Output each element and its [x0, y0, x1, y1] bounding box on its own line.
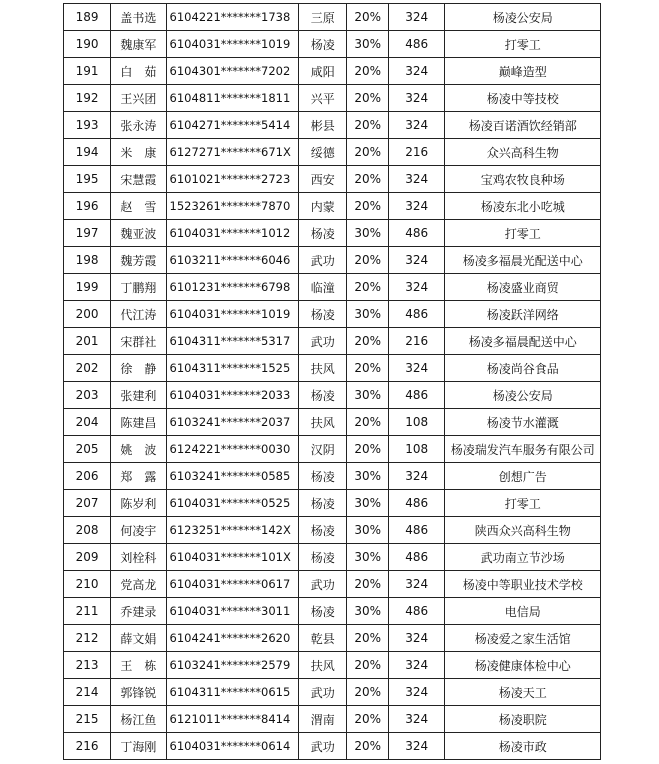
- table-row: [64, 652, 601, 679]
- percentage-cell: 20%: [347, 112, 388, 139]
- percentage-cell: 30%: [347, 382, 388, 409]
- name-cell: 郭锋锐: [111, 679, 166, 706]
- amount-cell: 324: [388, 463, 444, 490]
- table-row: [64, 166, 601, 193]
- row-number-cell: 190: [64, 31, 111, 58]
- name-cell: 郑 露: [111, 463, 166, 490]
- id-number-cell: 6104031*******101X: [166, 544, 299, 571]
- name-cell: 魏康军: [111, 31, 166, 58]
- percentage-cell: 20%: [347, 247, 388, 274]
- name-cell: 陈建昌: [111, 409, 166, 436]
- name-cell: 王兴团: [111, 85, 166, 112]
- employer-cell: 杨凌百诺酒饮经销部: [445, 112, 601, 139]
- id-number-cell: 6104241*******2620: [166, 625, 299, 652]
- name-cell: 徐 静: [111, 355, 166, 382]
- employer-cell: 陕西众兴高科生物: [445, 517, 601, 544]
- percentage-cell: 30%: [347, 598, 388, 625]
- row-number-cell: 214: [64, 679, 111, 706]
- table-row: [64, 220, 601, 247]
- origin-cell: 渭南: [299, 706, 347, 733]
- row-number-cell: 195: [64, 166, 111, 193]
- percentage-cell: 20%: [347, 355, 388, 382]
- table-row: [64, 706, 601, 733]
- row-number-cell: 193: [64, 112, 111, 139]
- row-number-cell: 191: [64, 58, 111, 85]
- row-number-cell: 192: [64, 85, 111, 112]
- percentage-cell: 20%: [347, 328, 388, 355]
- name-cell: 白 茹: [111, 58, 166, 85]
- employer-cell: 打零工: [445, 220, 601, 247]
- origin-cell: 西安: [299, 166, 347, 193]
- name-cell: 宋慧霞: [111, 166, 166, 193]
- employer-cell: 电信局: [445, 598, 601, 625]
- id-number-cell: 6104031*******1012: [166, 220, 299, 247]
- table-row: [64, 355, 601, 382]
- table-row: [64, 382, 601, 409]
- table-row: [64, 301, 601, 328]
- table-row: [64, 85, 601, 112]
- row-number-cell: 213: [64, 652, 111, 679]
- origin-cell: 乾县: [299, 625, 347, 652]
- employer-cell: 杨凌跃洋网络: [445, 301, 601, 328]
- amount-cell: 324: [388, 58, 444, 85]
- id-number-cell: 6103211*******6046: [166, 247, 299, 274]
- percentage-cell: 20%: [347, 166, 388, 193]
- employer-cell: 宝鸡农牧良种场: [445, 166, 601, 193]
- id-number-cell: 6101231*******6798: [166, 274, 299, 301]
- origin-cell: 彬县: [299, 112, 347, 139]
- row-number-cell: 194: [64, 139, 111, 166]
- origin-cell: 杨凌: [299, 301, 347, 328]
- id-number-cell: 6104031*******0614: [166, 733, 299, 760]
- table-row: [64, 409, 601, 436]
- table-row: [64, 436, 601, 463]
- origin-cell: 杨凌: [299, 517, 347, 544]
- amount-cell: 108: [388, 409, 444, 436]
- id-number-cell: 6104311*******1525: [166, 355, 299, 382]
- name-cell: 何凌宇: [111, 517, 166, 544]
- name-cell: 赵 雪: [111, 193, 166, 220]
- percentage-cell: 20%: [347, 733, 388, 760]
- employer-cell: 杨凌公安局: [445, 4, 601, 31]
- amount-cell: 324: [388, 247, 444, 274]
- percentage-cell: 30%: [347, 517, 388, 544]
- origin-cell: 扶风: [299, 409, 347, 436]
- name-cell: 姚 波: [111, 436, 166, 463]
- row-number-cell: 202: [64, 355, 111, 382]
- id-number-cell: 6124221*******0030: [166, 436, 299, 463]
- amount-cell: 486: [388, 490, 444, 517]
- percentage-cell: 20%: [347, 436, 388, 463]
- amount-cell: 324: [388, 679, 444, 706]
- employer-cell: 打零工: [445, 490, 601, 517]
- percentage-cell: 30%: [347, 463, 388, 490]
- id-number-cell: 6104311*******0615: [166, 679, 299, 706]
- amount-cell: 324: [388, 706, 444, 733]
- id-number-cell: 6101021*******2723: [166, 166, 299, 193]
- row-number-cell: 189: [64, 4, 111, 31]
- amount-cell: 486: [388, 517, 444, 544]
- id-number-cell: 6103241*******2579: [166, 652, 299, 679]
- origin-cell: 三原: [299, 4, 347, 31]
- id-number-cell: 6104031*******1019: [166, 31, 299, 58]
- amount-cell: 324: [388, 193, 444, 220]
- employer-cell: 杨凌多福晨光配送中心: [445, 247, 601, 274]
- row-number-cell: 200: [64, 301, 111, 328]
- row-number-cell: 204: [64, 409, 111, 436]
- name-cell: 乔建录: [111, 598, 166, 625]
- amount-cell: 324: [388, 274, 444, 301]
- amount-cell: 324: [388, 85, 444, 112]
- percentage-cell: 20%: [347, 274, 388, 301]
- percentage-cell: 20%: [347, 58, 388, 85]
- id-number-cell: 6127271*******671X: [166, 139, 299, 166]
- id-number-cell: 6121011*******8414: [166, 706, 299, 733]
- name-cell: 刘栓科: [111, 544, 166, 571]
- percentage-cell: 20%: [347, 193, 388, 220]
- amount-cell: 324: [388, 112, 444, 139]
- id-number-cell: 6104221*******1738: [166, 4, 299, 31]
- origin-cell: 杨凌: [299, 490, 347, 517]
- origin-cell: 扶风: [299, 652, 347, 679]
- employer-cell: 创想广告: [445, 463, 601, 490]
- origin-cell: 咸阳: [299, 58, 347, 85]
- amount-cell: 486: [388, 598, 444, 625]
- origin-cell: 武功: [299, 679, 347, 706]
- employer-cell: 杨凌职院: [445, 706, 601, 733]
- table-row: [64, 463, 601, 490]
- percentage-cell: 30%: [347, 544, 388, 571]
- name-cell: 王 栋: [111, 652, 166, 679]
- id-number-cell: 6123251*******142X: [166, 517, 299, 544]
- origin-cell: 绥德: [299, 139, 347, 166]
- employer-cell: 打零工: [445, 31, 601, 58]
- name-cell: 党高龙: [111, 571, 166, 598]
- employer-cell: 杨凌爱之家生活馆: [445, 625, 601, 652]
- percentage-cell: 20%: [347, 85, 388, 112]
- origin-cell: 兴平: [299, 85, 347, 112]
- name-cell: 丁鹏翔: [111, 274, 166, 301]
- origin-cell: 武功: [299, 733, 347, 760]
- employer-cell: 杨凌盛业商贸: [445, 274, 601, 301]
- percentage-cell: 30%: [347, 490, 388, 517]
- percentage-cell: 20%: [347, 679, 388, 706]
- amount-cell: 324: [388, 733, 444, 760]
- employer-cell: 杨凌健康体检中心: [445, 652, 601, 679]
- table-row: [64, 598, 601, 625]
- amount-cell: 324: [388, 571, 444, 598]
- percentage-cell: 30%: [347, 220, 388, 247]
- amount-cell: 324: [388, 625, 444, 652]
- name-cell: 盖书选: [111, 4, 166, 31]
- employer-cell: 杨凌多福晨配送中心: [445, 328, 601, 355]
- name-cell: 张永涛: [111, 112, 166, 139]
- row-number-cell: 197: [64, 220, 111, 247]
- row-number-cell: 215: [64, 706, 111, 733]
- row-number-cell: 199: [64, 274, 111, 301]
- row-number-cell: 207: [64, 490, 111, 517]
- id-number-cell: 6104031*******1019: [166, 301, 299, 328]
- name-cell: 宋群社: [111, 328, 166, 355]
- origin-cell: 武功: [299, 247, 347, 274]
- origin-cell: 内蒙: [299, 193, 347, 220]
- id-number-cell: 6104031*******0617: [166, 571, 299, 598]
- row-number-cell: 211: [64, 598, 111, 625]
- id-number-cell: 6104031*******0525: [166, 490, 299, 517]
- name-cell: 魏亚波: [111, 220, 166, 247]
- table-row: [64, 517, 601, 544]
- name-cell: 丁海刚: [111, 733, 166, 760]
- table-row: [64, 31, 601, 58]
- id-number-cell: 6104031*******2033: [166, 382, 299, 409]
- amount-cell: 486: [388, 31, 444, 58]
- table-row: [64, 4, 601, 31]
- table-row: [64, 139, 601, 166]
- id-number-cell: 1523261*******7870: [166, 193, 299, 220]
- name-cell: 魏芳霞: [111, 247, 166, 274]
- amount-cell: 216: [388, 328, 444, 355]
- percentage-cell: 20%: [347, 4, 388, 31]
- table-row: [64, 571, 601, 598]
- row-number-cell: 206: [64, 463, 111, 490]
- name-cell: 米 康: [111, 139, 166, 166]
- origin-cell: 扶风: [299, 355, 347, 382]
- employer-cell: 杨凌东北小吃城: [445, 193, 601, 220]
- employer-cell: 巅峰造型: [445, 58, 601, 85]
- name-cell: 张建利: [111, 382, 166, 409]
- table-row: [64, 193, 601, 220]
- amount-cell: 486: [388, 301, 444, 328]
- amount-cell: 486: [388, 382, 444, 409]
- table-row: [64, 328, 601, 355]
- amount-cell: 324: [388, 4, 444, 31]
- name-cell: 代江涛: [111, 301, 166, 328]
- id-number-cell: 6103241*******2037: [166, 409, 299, 436]
- row-number-cell: 205: [64, 436, 111, 463]
- percentage-cell: 20%: [347, 706, 388, 733]
- percentage-cell: 30%: [347, 301, 388, 328]
- row-number-cell: 216: [64, 733, 111, 760]
- name-cell: 陈岁利: [111, 490, 166, 517]
- percentage-cell: 20%: [347, 652, 388, 679]
- origin-cell: 杨凌: [299, 31, 347, 58]
- percentage-cell: 20%: [347, 139, 388, 166]
- row-number-cell: 209: [64, 544, 111, 571]
- row-number-cell: 201: [64, 328, 111, 355]
- table-row: [64, 544, 601, 571]
- id-number-cell: 6104031*******3011: [166, 598, 299, 625]
- table-row: [64, 112, 601, 139]
- table-row: [64, 58, 601, 85]
- origin-cell: 临潼: [299, 274, 347, 301]
- origin-cell: 杨凌: [299, 220, 347, 247]
- origin-cell: 武功: [299, 571, 347, 598]
- amount-cell: 324: [388, 652, 444, 679]
- amount-cell: 486: [388, 220, 444, 247]
- employer-cell: 杨凌中等职业技术学校: [445, 571, 601, 598]
- table-row: [64, 733, 601, 760]
- id-number-cell: 6104301*******7202: [166, 58, 299, 85]
- employer-cell: 杨凌市政: [445, 733, 601, 760]
- table-row: [64, 247, 601, 274]
- row-number-cell: 208: [64, 517, 111, 544]
- amount-cell: 486: [388, 544, 444, 571]
- id-number-cell: 6104811*******1811: [166, 85, 299, 112]
- table-row: [64, 490, 601, 517]
- employer-cell: 杨凌公安局: [445, 382, 601, 409]
- origin-cell: 汉阴: [299, 436, 347, 463]
- row-number-cell: 212: [64, 625, 111, 652]
- table-row: [64, 679, 601, 706]
- origin-cell: 杨凌: [299, 598, 347, 625]
- name-cell: 杨江鱼: [111, 706, 166, 733]
- employer-cell: 众兴高科生物: [445, 139, 601, 166]
- row-number-cell: 203: [64, 382, 111, 409]
- origin-cell: 杨凌: [299, 382, 347, 409]
- employer-cell: 杨凌瑞发汽车服务有限公司: [445, 436, 601, 463]
- id-number-cell: 6104271*******5414: [166, 112, 299, 139]
- employer-cell: 武功南立节沙场: [445, 544, 601, 571]
- origin-cell: 杨凌: [299, 544, 347, 571]
- origin-cell: 杨凌: [299, 463, 347, 490]
- row-number-cell: 196: [64, 193, 111, 220]
- employer-cell: 杨凌节水灌溉: [445, 409, 601, 436]
- id-number-cell: 6104311*******5317: [166, 328, 299, 355]
- records-table-body: [64, 4, 601, 760]
- amount-cell: 216: [388, 139, 444, 166]
- employer-cell: 杨凌中等技校: [445, 85, 601, 112]
- employer-cell: 杨凌天工: [445, 679, 601, 706]
- row-number-cell: 198: [64, 247, 111, 274]
- percentage-cell: 30%: [347, 31, 388, 58]
- amount-cell: 324: [388, 355, 444, 382]
- table-row: [64, 274, 601, 301]
- records-table: [63, 3, 601, 760]
- id-number-cell: 6103241*******0585: [166, 463, 299, 490]
- amount-cell: 108: [388, 436, 444, 463]
- amount-cell: 324: [388, 166, 444, 193]
- table-row: [64, 625, 601, 652]
- name-cell: 薛文娟: [111, 625, 166, 652]
- percentage-cell: 20%: [347, 571, 388, 598]
- percentage-cell: 20%: [347, 409, 388, 436]
- employer-cell: 杨凌尚谷食品: [445, 355, 601, 382]
- row-number-cell: 210: [64, 571, 111, 598]
- origin-cell: 武功: [299, 328, 347, 355]
- percentage-cell: 20%: [347, 625, 388, 652]
